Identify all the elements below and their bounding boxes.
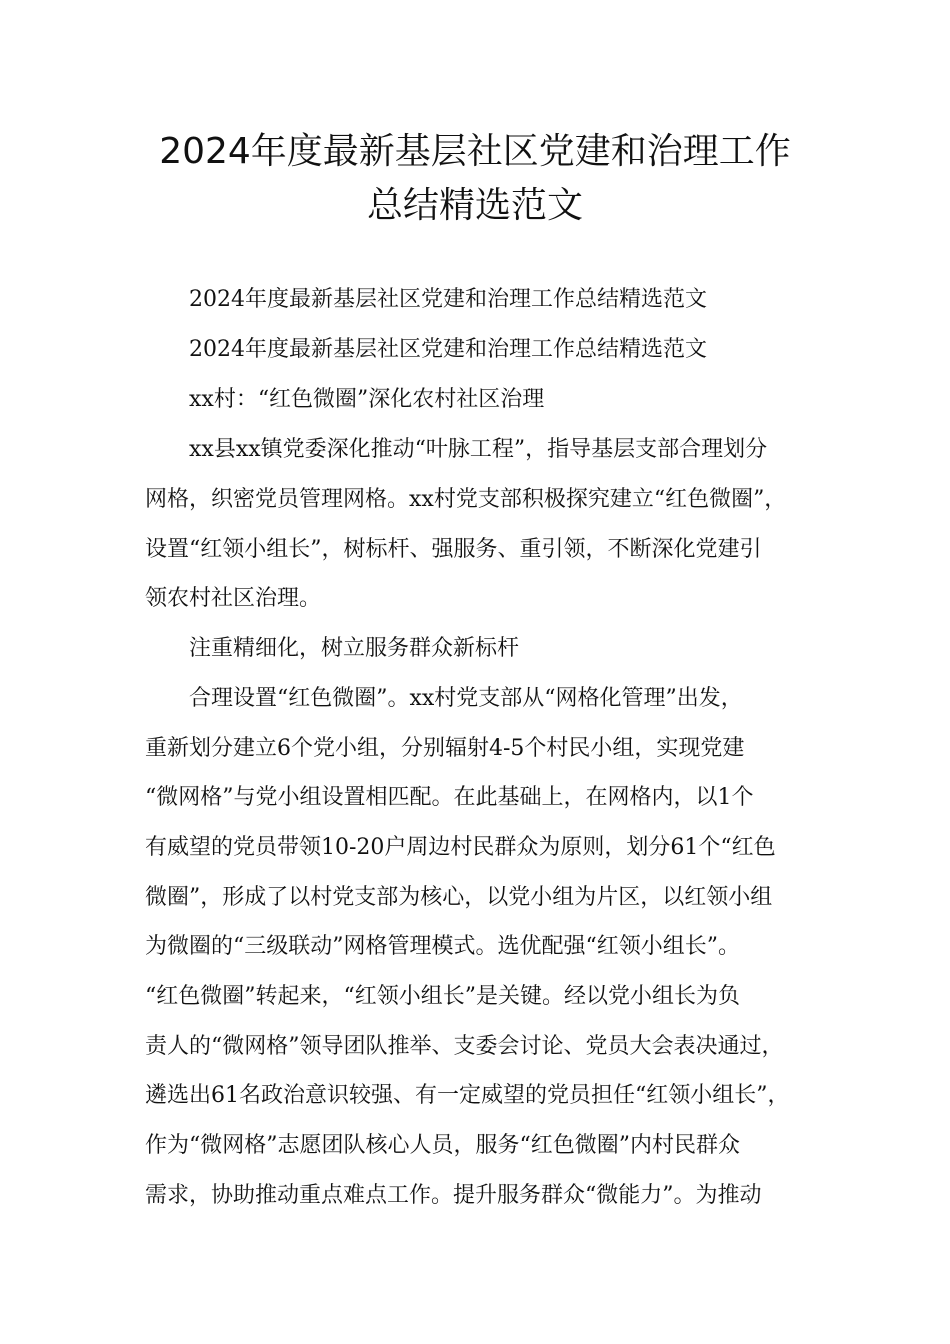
paragraph-line: 微圈”，形成了以村党支部为核心，以党小组为片区，以红领小组 [145,885,773,910]
paragraph-line: xx县xx镇党委深化推动“叶脉工程”，指导基层支部合理划分 [189,437,768,462]
paragraph-line: 责人的“微网格”领导团队推举、支委会讨论、党员大会表决通过， [145,1034,784,1059]
paragraph-line: 遴选出61名政治意识较强、有一定威望的党员担任“红领小组长”， [145,1083,790,1108]
document-title-line-2: 总结精选范文 [366,185,583,226]
section-heading: 注重精细化，树立服务群众新标杆 [189,636,520,661]
section-heading: xx村：“红色微圈”深化农村社区治理 [189,387,545,412]
document-title-line-1: 2024年度最新基层社区党建和治理工作 [159,131,791,172]
subtitle-line: 2024年度最新基层社区党建和治理工作总结精选范文 [189,337,707,362]
paragraph-line: 作为“微网格”志愿团队核心人员，服务“红色微圈”内村民群众 [145,1133,740,1158]
paragraph-line: 有威望的党员带领10-20户周边村民群众为原则，划分61个“红色 [145,835,776,860]
paragraph-line: 领农村社区治理。 [145,586,322,611]
paragraph-line: 为微圈的“三级联动”网格管理模式。选优配强“红领小组长”。 [145,934,740,959]
subtitle-line: 2024年度最新基层社区党建和治理工作总结精选范文 [189,287,707,312]
paragraph-line: “微网格”与党小组设置相匹配。在此基础上，在网格内，以1个 [145,785,754,810]
paragraph-line: 重新划分建立6个党小组，分别辐射4-5个村民小组，实现党建 [145,736,745,761]
paragraph-line: 合理设置“红色微圈”。xx村党支部从“网格化管理”出发， [189,686,743,711]
paragraph-line: 网格，织密党员管理网格。xx村党支部积极探究建立“红色微圈”， [145,487,787,512]
paragraph-line: 需求，协助推动重点难点工作。提升服务群众“微能力”。为推动 [145,1183,762,1208]
paragraph-line: 设置“红领小组长”，树标杆、强服务、重引领，不断深化党建引 [145,537,762,562]
paragraph-line: “红色微圈”转起来，“红领小组长”是关键。经以党小组长为负 [145,984,740,1009]
